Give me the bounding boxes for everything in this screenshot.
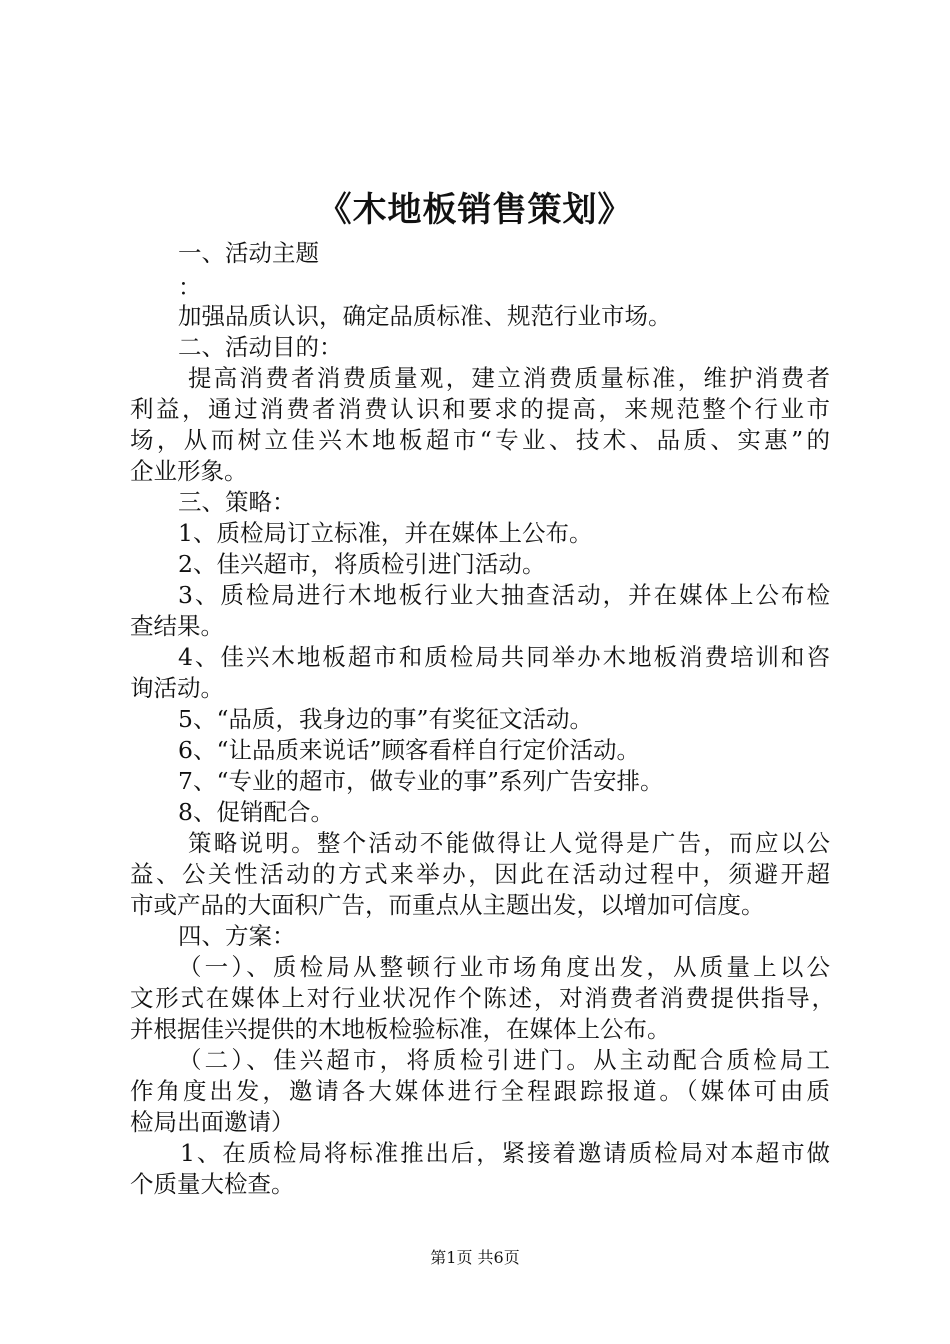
list-item: 7、“专业的超市，做专业的事”系列广告安排。 — [178, 767, 664, 795]
paragraph-line: 文形式在媒体上对行业状况作个陈述，对消费者消费提供指导， — [130, 984, 835, 1012]
paragraph-line: 市或产品的大面积广告，而重点从主题出发，以增加可信度。 — [130, 891, 765, 919]
paragraph-line: 作角度出发，邀请各大媒体进行全程跟踪报道。（媒体可由质 — [130, 1077, 830, 1105]
list-item: 1、质检局订立标准，并在媒体上公布。 — [178, 519, 593, 547]
colon-line: ： — [178, 273, 202, 301]
paragraph-line: 加强品质认识，确定品质标准、规范行业市场。 — [178, 302, 672, 330]
list-item: 5、“品质，我身边的事”有奖征文活动。 — [178, 705, 593, 733]
paragraph-line: 场，从而树立佳兴木地板超市“专业、技术、品质、实惠”的 — [130, 426, 830, 454]
heading-activity-theme: 一、活动主题 — [178, 239, 319, 267]
list-item: 2、佳兴超市，将质检引进门活动。 — [178, 550, 546, 578]
list-item-continuation: 询活动。 — [130, 674, 224, 702]
paragraph-line: 企业形象。 — [130, 457, 248, 485]
paragraph-line: 益、公关性活动的方式来举办，因此在活动过程中，须避开超 — [130, 860, 830, 888]
paragraph-line: 提高消费者消费质量观，建立消费质量标准，维护消费者 — [188, 364, 830, 392]
heading-strategy: 三、策略： — [178, 488, 296, 516]
paragraph-line: 利益，通过消费者消费认识和要求的提高，来规范整个行业市 — [130, 395, 830, 423]
page-footer: 第1页 共6页 — [430, 1248, 520, 1267]
paragraph-line: 并根据佳兴提供的木地板检验标准，在媒体上公布。 — [130, 1015, 671, 1043]
heading-plan: 四、方案： — [178, 922, 296, 950]
list-item-continuation: 个质量大检查。 — [130, 1170, 295, 1198]
list-item: 1、在质检局将标准推出后，紧接着邀请质检局对本超市做 — [180, 1139, 830, 1167]
document-title: 《木地板销售策划》 — [317, 190, 633, 230]
paragraph-line: （二）、佳兴超市，将质检引进门。从主动配合质检局工 — [178, 1046, 830, 1074]
list-item: 8、促销配合。 — [178, 798, 334, 826]
list-item: 4、佳兴木地板超市和质检局共同举办木地板消费培训和咨 — [178, 643, 830, 671]
paragraph-line: 检局出面邀请） — [130, 1108, 295, 1136]
heading-activity-purpose: 二、活动目的： — [178, 333, 343, 361]
list-item: 6、“让品质来说话”顾客看样自行定价活动。 — [178, 736, 640, 764]
paragraph-line: （一）、质检局从整顿行业市场角度出发，从质量上以公 — [178, 953, 830, 981]
list-item: 3、质检局进行木地板行业大抽查活动，并在媒体上公布检 — [178, 581, 830, 609]
paragraph-line: 策略说明。整个活动不能做得让人觉得是广告，而应以公 — [188, 829, 830, 857]
list-item-continuation: 查结果。 — [130, 612, 224, 640]
